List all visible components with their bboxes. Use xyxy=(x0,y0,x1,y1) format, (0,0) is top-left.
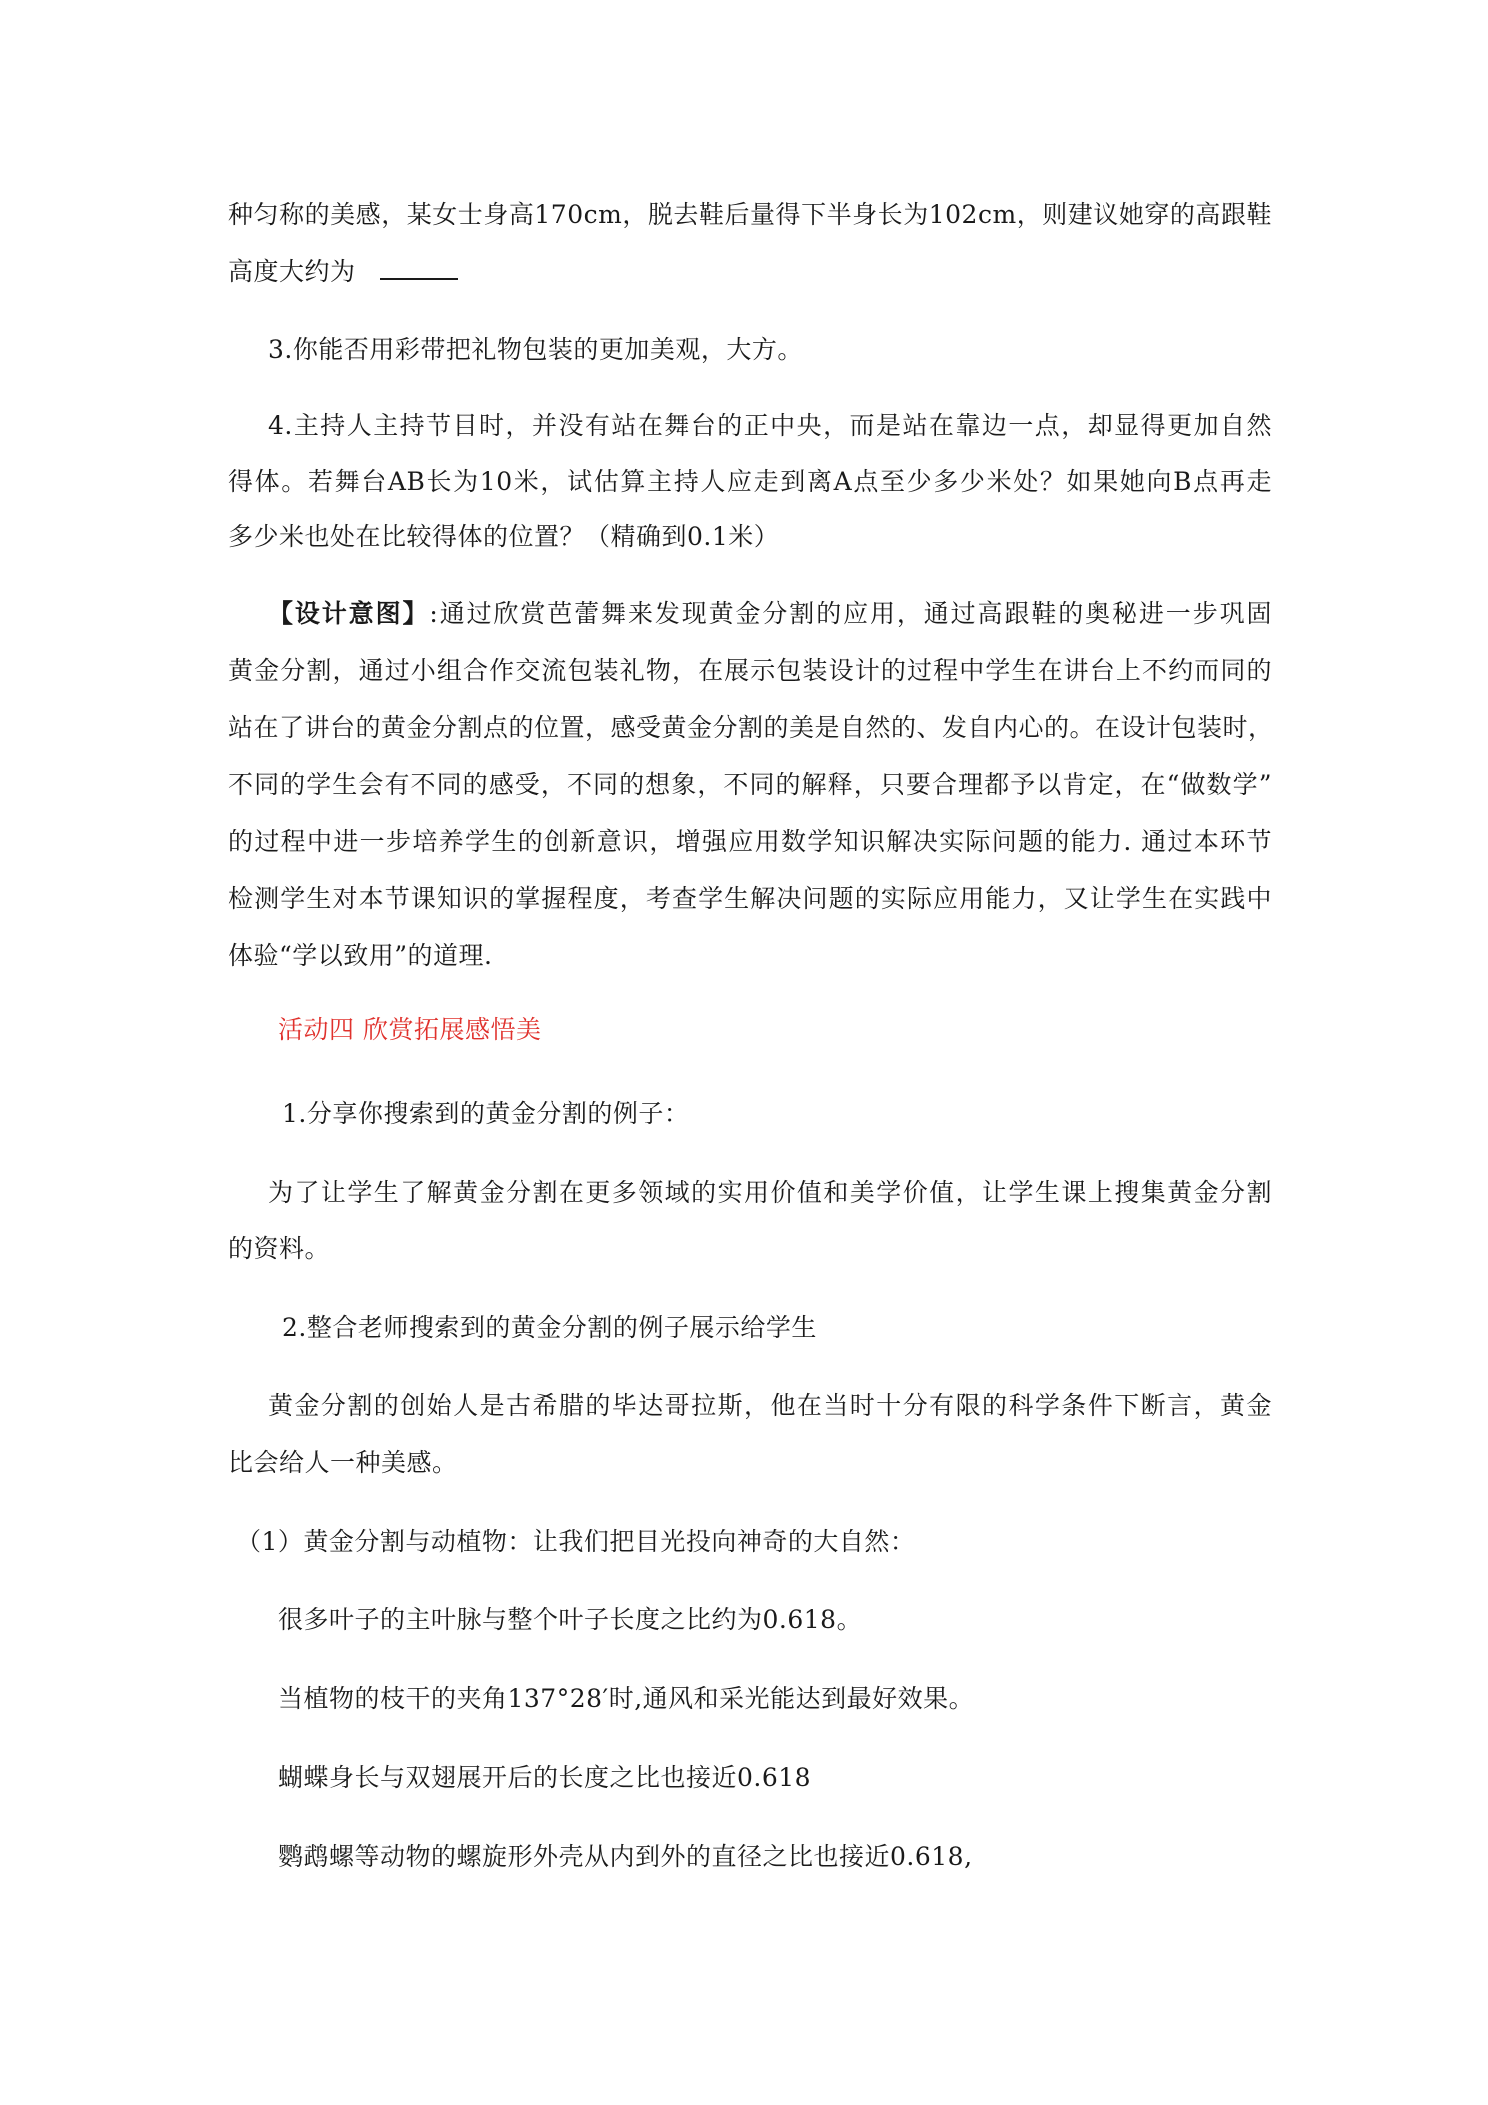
design-intent-line3: 站在了讲台的黄金分割点的位置，感受黄金分割的美是自然的、发自内心的。在设计包装时， xyxy=(228,713,1274,742)
answer-blank xyxy=(380,258,458,280)
item2-heading: 2.整合老师搜索到的黄金分割的例子展示给学生 xyxy=(282,1313,817,1342)
item2-text-line2: 比会给人一种美感。 xyxy=(228,1448,458,1477)
problem3-text: 3.你能否用彩带把礼物包装的更加美观，大方。 xyxy=(268,335,803,364)
item1-heading: 1.分享你搜索到的黄金分割的例子： xyxy=(282,1099,690,1128)
design-intent-line7: 体验“学以致用”的道理. xyxy=(228,941,493,970)
design-intent-line1-text: :通过欣赏芭蕾舞来发现黄金分割的应用，通过高跟鞋的奥秘进一步巩固 xyxy=(429,599,1272,628)
section1-title: （1）黄金分割与动植物：让我们把目光投向神奇的大自然： xyxy=(236,1527,916,1556)
problem2-line2 xyxy=(228,255,458,289)
item2-text-line1: 黄金分割的创始人是古希腊的毕达哥拉斯，他在当时十分有限的科学条件下断言，黄金 xyxy=(268,1391,1272,1420)
problem4-line3: 多少米也处在比较得体的位置？（精确到0.1米） xyxy=(228,522,780,551)
item1-text-line2: 的资料。 xyxy=(228,1234,331,1263)
design-intent-line1 xyxy=(268,597,1272,631)
problem4-line1: 4.主持人主持节目时，并没有站在舞台的正中央，而是站在靠边一点，却显得更加自然 xyxy=(268,411,1272,440)
design-intent-line5: 的过程中进一步培养学生的创新意识，增强应用数学知识解决实际问题的能力. 通过本环节 xyxy=(228,827,1272,856)
fact-item: 当植物的枝干的夹角137°28′时,通风和采光能达到最好效果。 xyxy=(278,1684,975,1713)
fact-item: 蝴蝶身长与双翅展开后的长度之比也接近0.618 xyxy=(278,1763,812,1792)
activity4-title: 活动四 欣赏拓展感悟美 xyxy=(278,1015,542,1044)
design-intent-line6: 检测学生对本节课知识的掌握程度，考查学生解决问题的实际应用能力，又让学生在实践中 xyxy=(228,884,1272,913)
fact-item: 鹦鹉螺等动物的螺旋形外壳从内到外的直径之比也接近0.618, xyxy=(278,1842,973,1871)
item1-text-line1: 为了让学生了解黄金分割在更多领域的实用价值和美学价值，让学生课上搜集黄金分割 xyxy=(268,1178,1272,1207)
design-intent-label: 【设计意图】 xyxy=(268,599,430,628)
design-intent-line4: 不同的学生会有不同的感受，不同的想象，不同的解释，只要合理都予以肯定，在“做数学” xyxy=(228,770,1272,799)
design-intent-line2: 黄金分割，通过小组合作交流包装礼物，在展示包装设计的过程中学生在讲台上不约而同的 xyxy=(228,656,1272,685)
problem2-line1: 种匀称的美感，某女士身高170cm，脱去鞋后量得下半身长为102cm，则建议她穿的高跟鞋 xyxy=(228,200,1272,229)
problem4-line2: 得体。若舞台AB长为10米，试估算主持人应走到离A点至少多少米处？如果她向B点再走 xyxy=(228,467,1272,496)
fact-item: 很多叶子的主叶脉与整个叶子长度之比约为0.618。 xyxy=(278,1605,863,1634)
problem2-line2-text: 高度大约为 xyxy=(228,257,356,286)
